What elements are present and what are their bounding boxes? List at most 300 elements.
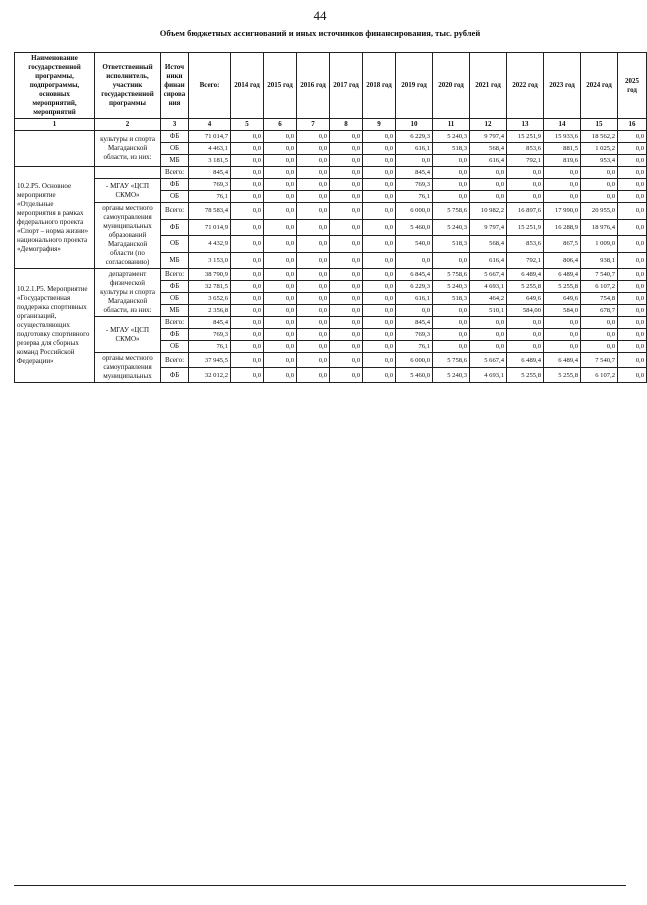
year-value-cell: 5 255,8	[544, 368, 581, 383]
year-value-cell: 17 990,0	[544, 203, 581, 220]
funding-source-cell: ФБ	[161, 281, 189, 293]
table-body	[15, 131, 647, 383]
column-number-cell: 7	[297, 119, 330, 131]
year-value-cell: 0,0	[330, 317, 363, 329]
executor-cell	[95, 167, 161, 179]
year-value-cell: 0,0	[264, 281, 297, 293]
year-value-cell: 0,0	[581, 191, 618, 203]
year-value-cell: 0,0	[433, 167, 470, 179]
year-value-cell: 0,0	[581, 167, 618, 179]
year-value-cell: 0,0	[618, 368, 647, 383]
table-row	[15, 131, 647, 143]
year-value-cell: 76,1	[396, 341, 433, 353]
year-value-cell: 0,0	[433, 317, 470, 329]
year-value-cell: 0,0	[297, 269, 330, 281]
year-value-cell: 0,0	[363, 236, 396, 253]
year-value-cell: 5 758,6	[433, 353, 470, 368]
column-number-cell: 11	[433, 119, 470, 131]
year-value-cell: 0,0	[330, 131, 363, 143]
year-value-cell: 0,0	[618, 203, 647, 220]
total-value-cell: 3 153,0	[189, 252, 231, 269]
year-value-cell: 867,5	[544, 236, 581, 253]
year-value-cell: 0,0	[297, 317, 330, 329]
year-value-cell: 0,0	[330, 179, 363, 191]
year-value-cell: 853,6	[507, 236, 544, 253]
year-value-cell: 464,2	[470, 293, 507, 305]
year-value-cell: 0,0	[581, 329, 618, 341]
year-value-cell: 0,0	[470, 191, 507, 203]
column-number-row	[15, 119, 647, 131]
year-value-cell: 953,4	[581, 155, 618, 167]
column-number-cell: 1	[15, 119, 95, 131]
year-value-cell: 0,0	[363, 131, 396, 143]
header-year: 2018 год	[363, 53, 396, 119]
funding-source-cell: ФБ	[161, 329, 189, 341]
year-value-cell: 0,0	[264, 368, 297, 383]
year-value-cell: 0,0	[231, 252, 264, 269]
year-value-cell: 16 288,9	[544, 219, 581, 236]
header-executor: Ответственный исполнитель, участник государственной программы	[95, 53, 161, 119]
year-value-cell: 0,0	[363, 219, 396, 236]
year-value-cell: 0,0	[363, 191, 396, 203]
year-value-cell: 649,6	[507, 293, 544, 305]
year-value-cell: 0,0	[544, 329, 581, 341]
year-value-cell: 0,0	[264, 179, 297, 191]
year-value-cell: 0,0	[297, 329, 330, 341]
year-value-cell: 4 693,1	[470, 281, 507, 293]
year-value-cell: 0,0	[581, 179, 618, 191]
year-value-cell: 0,0	[231, 293, 264, 305]
total-value-cell: 37 945,5	[189, 353, 231, 368]
funding-source-cell: Всего:	[161, 353, 189, 368]
year-value-cell: 0,0	[330, 252, 363, 269]
year-value-cell: 792,1	[507, 252, 544, 269]
year-value-cell: 0,0	[618, 281, 647, 293]
executor-cell: - МГАУ «ЦСП СКМО»	[95, 179, 161, 203]
year-value-cell: 7 540,7	[581, 353, 618, 368]
year-value-cell: 0,0	[297, 353, 330, 368]
total-value-cell: 3 181,5	[189, 155, 231, 167]
year-value-cell: 0,0	[363, 179, 396, 191]
year-value-cell: 0,0	[544, 341, 581, 353]
year-value-cell: 0,0	[297, 219, 330, 236]
year-value-cell: 0,0	[507, 317, 544, 329]
year-value-cell: 6 000,0	[396, 353, 433, 368]
year-value-cell: 0,0	[231, 131, 264, 143]
year-value-cell: 6 489,4	[544, 353, 581, 368]
program-name-cell: 10.2.1.Р5. Мероприятие «Государственная поддержка спортивных организаций, осуществляющих подготовку спортивного резерва для сборных команд Российской Федерации»	[15, 269, 95, 383]
year-value-cell: 5 240,3	[433, 368, 470, 383]
funding-source-cell: Всего:	[161, 203, 189, 220]
column-number-cell: 9	[363, 119, 396, 131]
year-value-cell: 0,0	[330, 329, 363, 341]
year-value-cell: 678,7	[581, 305, 618, 317]
year-value-cell: 0,0	[297, 281, 330, 293]
year-value-cell: 0,0	[231, 368, 264, 383]
year-value-cell: 0,0	[433, 329, 470, 341]
year-value-cell: 0,0	[363, 252, 396, 269]
year-value-cell: 10 982,2	[470, 203, 507, 220]
total-value-cell: 76,1	[189, 341, 231, 353]
year-value-cell: 0,0	[330, 293, 363, 305]
year-value-cell: 0,0	[231, 143, 264, 155]
year-value-cell: 5 667,4	[470, 353, 507, 368]
year-value-cell: 0,0	[618, 341, 647, 353]
year-value-cell: 0,0	[330, 368, 363, 383]
year-value-cell: 6 489,4	[507, 353, 544, 368]
column-number-cell: 10	[396, 119, 433, 131]
year-value-cell: 769,3	[396, 329, 433, 341]
year-value-cell: 0,0	[231, 305, 264, 317]
column-number-cell: 13	[507, 119, 544, 131]
year-value-cell: 853,6	[507, 143, 544, 155]
bottom-rule	[14, 885, 626, 886]
year-value-cell: 0,0	[264, 252, 297, 269]
year-value-cell: 0,0	[264, 236, 297, 253]
year-value-cell: 0,0	[470, 329, 507, 341]
funding-source-cell: Всего:	[161, 317, 189, 329]
year-value-cell: 0,0	[297, 368, 330, 383]
year-value-cell: 0,0	[330, 167, 363, 179]
year-value-cell: 0,0	[231, 155, 264, 167]
year-value-cell: 0,0	[433, 155, 470, 167]
year-value-cell: 0,0	[264, 305, 297, 317]
executor-cell: - МГАУ «ЦСП СКМО»	[95, 317, 161, 353]
table-row	[15, 353, 647, 368]
year-value-cell: 0,0	[618, 317, 647, 329]
funding-source-cell: ФБ	[161, 131, 189, 143]
year-value-cell: 0,0	[231, 329, 264, 341]
year-value-cell: 0,0	[264, 131, 297, 143]
year-value-cell: 0,0	[363, 167, 396, 179]
year-value-cell: 0,0	[231, 219, 264, 236]
year-value-cell: 518,3	[433, 293, 470, 305]
year-value-cell: 0,0	[297, 236, 330, 253]
year-value-cell: 6 107,2	[581, 368, 618, 383]
year-value-cell: 0,0	[363, 317, 396, 329]
year-value-cell: 0,0	[231, 317, 264, 329]
year-value-cell: 0,0	[433, 191, 470, 203]
year-value-cell: 0,0	[330, 341, 363, 353]
year-value-cell: 0,0	[264, 203, 297, 220]
year-value-cell: 4 693,1	[470, 368, 507, 383]
year-value-cell: 0,0	[581, 341, 618, 353]
year-value-cell: 0,0	[396, 305, 433, 317]
table-row	[15, 167, 647, 179]
year-value-cell: 0,0	[231, 179, 264, 191]
year-value-cell: 0,0	[330, 236, 363, 253]
year-value-cell: 819,6	[544, 155, 581, 167]
year-value-cell: 0,0	[264, 143, 297, 155]
year-value-cell: 0,0	[264, 269, 297, 281]
year-value-cell: 5 240,3	[433, 131, 470, 143]
funding-source-cell: ОБ	[161, 143, 189, 155]
page-number: 44	[313, 8, 327, 23]
funding-source-cell: МБ	[161, 252, 189, 269]
header-year: 2020 год	[433, 53, 470, 119]
year-value-cell: 0,0	[618, 293, 647, 305]
year-value-cell: 5 667,4	[470, 269, 507, 281]
year-value-cell: 0,0	[330, 353, 363, 368]
year-value-cell: 0,0	[507, 179, 544, 191]
year-value-cell: 0,0	[231, 281, 264, 293]
year-value-cell: 0,0	[297, 293, 330, 305]
year-value-cell: 0,0	[330, 219, 363, 236]
year-value-cell: 0,0	[264, 219, 297, 236]
year-value-cell: 568,4	[470, 236, 507, 253]
column-number-cell: 2	[95, 119, 161, 131]
year-value-cell: 0,0	[363, 329, 396, 341]
year-value-cell: 0,0	[433, 341, 470, 353]
year-value-cell: 0,0	[470, 317, 507, 329]
year-value-cell: 18 562,2	[581, 131, 618, 143]
funding-source-cell: ОБ	[161, 293, 189, 305]
total-value-cell: 845,4	[189, 167, 231, 179]
year-value-cell: 0,0	[618, 155, 647, 167]
budget-table	[14, 52, 647, 383]
year-value-cell: 0,0	[396, 252, 433, 269]
year-value-cell: 6 229,3	[396, 131, 433, 143]
year-value-cell: 0,0	[363, 281, 396, 293]
year-value-cell: 16 897,6	[507, 203, 544, 220]
header-year: 2016 год	[297, 53, 330, 119]
year-value-cell: 0,0	[264, 155, 297, 167]
year-value-cell: 0,0	[330, 305, 363, 317]
funding-source-cell: МБ	[161, 155, 189, 167]
year-value-cell: 0,0	[231, 269, 264, 281]
header-year: 2025 год	[618, 53, 647, 119]
table-row	[15, 203, 647, 220]
year-value-cell: 1 025,2	[581, 143, 618, 155]
column-number-cell: 14	[544, 119, 581, 131]
total-value-cell: 32 012,2	[189, 368, 231, 383]
header-year: 2014 год	[231, 53, 264, 119]
year-value-cell: 6 489,4	[544, 269, 581, 281]
year-value-cell: 0,0	[363, 203, 396, 220]
year-value-cell: 0,0	[544, 167, 581, 179]
year-value-cell: 0,0	[231, 191, 264, 203]
year-value-cell: 510,1	[470, 305, 507, 317]
year-value-cell: 584,0	[544, 305, 581, 317]
year-value-cell: 806,4	[544, 252, 581, 269]
year-value-cell: 0,0	[264, 341, 297, 353]
funding-source-cell: ОБ	[161, 236, 189, 253]
total-value-cell: 769,3	[189, 179, 231, 191]
year-value-cell: 15 933,6	[544, 131, 581, 143]
column-number-cell: 5	[231, 119, 264, 131]
total-value-cell: 3 652,6	[189, 293, 231, 305]
year-value-cell: 0,0	[297, 305, 330, 317]
year-value-cell: 7 540,7	[581, 269, 618, 281]
year-value-cell: 540,0	[396, 236, 433, 253]
year-value-cell: 616,4	[470, 155, 507, 167]
total-value-cell: 32 781,5	[189, 281, 231, 293]
funding-header: Объем бюджетных ассигнований и иных источников финансирования, тыс. рублей	[159, 28, 481, 38]
year-value-cell: 0,0	[231, 167, 264, 179]
header-year: 2015 год	[264, 53, 297, 119]
header-source: Источники финансирования	[161, 53, 189, 119]
year-value-cell: 18 976,4	[581, 219, 618, 236]
year-value-cell: 881,5	[544, 143, 581, 155]
year-value-cell: 0,0	[297, 167, 330, 179]
year-value-cell: 0,0	[618, 252, 647, 269]
year-value-cell: 0,0	[231, 203, 264, 220]
year-value-cell: 0,0	[297, 179, 330, 191]
year-value-cell: 0,0	[544, 317, 581, 329]
funding-source-cell: ФБ	[161, 219, 189, 236]
funding-source-cell: Всего:	[161, 269, 189, 281]
year-value-cell: 0,0	[264, 317, 297, 329]
year-value-cell: 5 255,8	[544, 281, 581, 293]
year-value-cell: 0,0	[396, 155, 433, 167]
year-value-cell: 0,0	[544, 179, 581, 191]
year-value-cell: 0,0	[618, 167, 647, 179]
year-value-cell: 0,0	[330, 191, 363, 203]
year-value-cell: 1 009,0	[581, 236, 618, 253]
year-value-cell: 0,0	[231, 353, 264, 368]
total-value-cell: 769,3	[189, 329, 231, 341]
table-row	[15, 317, 647, 329]
executor-cell: органы местного самоуправления муниципальных образований Магаданской области (по согласованию)	[95, 203, 161, 269]
year-value-cell: 0,0	[297, 191, 330, 203]
total-value-cell: 38 790,9	[189, 269, 231, 281]
year-value-cell: 0,0	[618, 305, 647, 317]
year-value-cell: 616,4	[470, 252, 507, 269]
year-value-cell: 0,0	[330, 203, 363, 220]
year-value-cell: 649,6	[544, 293, 581, 305]
year-value-cell: 0,0	[297, 252, 330, 269]
year-value-cell: 0,0	[544, 191, 581, 203]
header-year: 2019 год	[396, 53, 433, 119]
table-row	[15, 269, 647, 281]
year-value-cell: 584,00	[507, 305, 544, 317]
executor-cell: органы местного самоуправления муниципальных	[95, 353, 161, 383]
header-year: 2021 год	[470, 53, 507, 119]
year-value-cell: 0,0	[330, 143, 363, 155]
year-value-cell: 76,1	[396, 191, 433, 203]
program-name-cell: 10.2.Р5. Основное мероприятие «Отдельные мероприятия в рамках федерального проекта «Спорт – норма жизни» национального проекта «Демография»	[15, 167, 95, 269]
year-value-cell: 9 797,4	[470, 131, 507, 143]
year-value-cell: 15 251,9	[507, 131, 544, 143]
year-value-cell: 0,0	[470, 167, 507, 179]
year-value-cell: 5 758,6	[433, 269, 470, 281]
year-value-cell: 0,0	[363, 368, 396, 383]
funding-source-cell: ОБ	[161, 191, 189, 203]
header-year: 2017 год	[330, 53, 363, 119]
year-value-cell: 0,0	[470, 179, 507, 191]
year-value-cell: 845,4	[396, 167, 433, 179]
funding-source-cell: ОБ	[161, 341, 189, 353]
year-value-cell: 0,0	[618, 191, 647, 203]
year-value-cell: 20 955,0	[581, 203, 618, 220]
year-value-cell: 0,0	[618, 269, 647, 281]
funding-source-cell: ФБ	[161, 179, 189, 191]
year-value-cell: 0,0	[264, 293, 297, 305]
total-value-cell: 4 432,9	[189, 236, 231, 253]
funding-source-cell: ФБ	[161, 368, 189, 383]
year-value-cell: 769,3	[396, 179, 433, 191]
column-number-cell: 6	[264, 119, 297, 131]
year-value-cell: 0,0	[618, 179, 647, 191]
header-row	[15, 53, 647, 119]
year-value-cell: 0,0	[297, 143, 330, 155]
year-value-cell: 0,0	[433, 179, 470, 191]
year-value-cell: 6 229,3	[396, 281, 433, 293]
year-value-cell: 616,1	[396, 143, 433, 155]
executor-cell: культуры и спорта Магаданской области, из них:	[95, 131, 161, 167]
year-value-cell: 6 000,0	[396, 203, 433, 220]
year-value-cell: 0,0	[433, 305, 470, 317]
year-value-cell: 0,0	[363, 353, 396, 368]
year-value-cell: 0,0	[433, 252, 470, 269]
column-number-cell: 16	[618, 119, 647, 131]
year-value-cell: 0,0	[507, 329, 544, 341]
total-value-cell: 71 014,7	[189, 131, 231, 143]
year-value-cell: 0,0	[618, 236, 647, 253]
year-value-cell: 0,0	[297, 203, 330, 220]
year-value-cell: 0,0	[507, 341, 544, 353]
header-year: 2024 год	[581, 53, 618, 119]
year-value-cell: 754,8	[581, 293, 618, 305]
year-value-cell: 0,0	[581, 317, 618, 329]
column-number-cell: 8	[330, 119, 363, 131]
year-value-cell: 0,0	[264, 329, 297, 341]
year-value-cell: 0,0	[264, 353, 297, 368]
year-value-cell: 0,0	[264, 167, 297, 179]
year-value-cell: 6 107,2	[581, 281, 618, 293]
year-value-cell: 0,0	[507, 167, 544, 179]
year-value-cell: 0,0	[231, 341, 264, 353]
year-value-cell: 792,1	[507, 155, 544, 167]
table-row	[15, 179, 647, 191]
year-value-cell: 0,0	[363, 341, 396, 353]
year-value-cell: 0,0	[264, 191, 297, 203]
total-value-cell: 845,4	[189, 317, 231, 329]
year-value-cell: 518,3	[433, 143, 470, 155]
column-number-cell: 4	[189, 119, 231, 131]
year-value-cell: 568,4	[470, 143, 507, 155]
year-value-cell: 0,0	[231, 236, 264, 253]
year-value-cell: 0,0	[363, 269, 396, 281]
header-year: 2022 год	[507, 53, 544, 119]
funding-source-cell: Всего:	[161, 167, 189, 179]
year-value-cell: 0,0	[618, 219, 647, 236]
year-value-cell: 15 251,9	[507, 219, 544, 236]
budget-table-wrapper	[14, 52, 644, 383]
total-value-cell: 78 583,4	[189, 203, 231, 220]
year-value-cell: 6 489,4	[507, 269, 544, 281]
program-name-cell	[15, 131, 95, 167]
header-year: 2023 год	[544, 53, 581, 119]
year-value-cell: 5 255,8	[507, 368, 544, 383]
year-value-cell: 0,0	[330, 269, 363, 281]
column-number-cell: 12	[470, 119, 507, 131]
year-value-cell: 0,0	[363, 143, 396, 155]
total-value-cell: 4 463,1	[189, 143, 231, 155]
header-total: Всего:	[189, 53, 231, 119]
year-value-cell: 0,0	[297, 131, 330, 143]
year-value-cell: 0,0	[618, 353, 647, 368]
header-name: Наименование государственной программы, подпрограммы, основных мероприятий, мероприятий	[15, 53, 95, 119]
column-number-cell: 3	[161, 119, 189, 131]
executor-cell: департамент физической культуры и спорта Магаданской области, из них:	[95, 269, 161, 317]
year-value-cell: 5 240,3	[433, 281, 470, 293]
year-value-cell: 0,0	[297, 155, 330, 167]
year-value-cell: 0,0	[470, 341, 507, 353]
year-value-cell: 0,0	[363, 293, 396, 305]
year-value-cell: 0,0	[507, 191, 544, 203]
year-value-cell: 845,4	[396, 317, 433, 329]
